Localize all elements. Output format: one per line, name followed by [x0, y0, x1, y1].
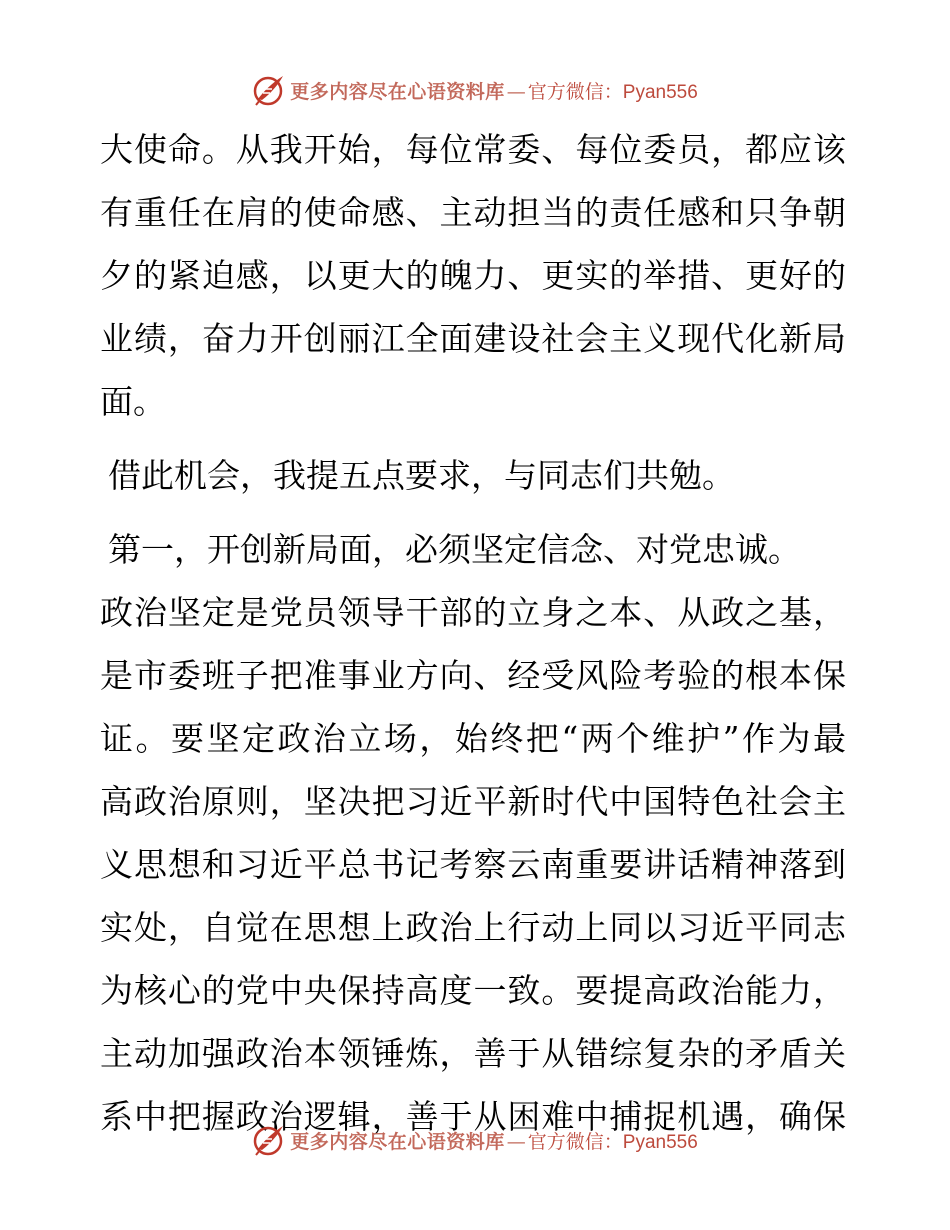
text-line: 是市委班子把准事业方向、经受风险考验的根本保	[100, 656, 846, 695]
text-line: 为核心的党中央保持高度一致。要提高政治能力，	[100, 971, 846, 1010]
watermark-dash: —	[506, 1130, 526, 1153]
footer-watermark-banner	[0, 1120, 950, 1160]
text-line: 义思想和习近平总书记考察云南重要讲话精神落到	[100, 845, 846, 884]
watermark-label: 官方微信	[527, 80, 604, 103]
document-body	[100, 118, 846, 1148]
watermark-text: 更多内容尽在心语资料库	[290, 80, 505, 103]
watermark-colon: ：	[603, 1130, 623, 1153]
paragraph-1	[100, 118, 846, 433]
header-watermark-banner	[0, 70, 950, 110]
text-line: 高政治原则，坚决把习近平新时代中国特色社会主	[100, 782, 846, 821]
text-line: 证。要坚定政治立场，始终把“两个维护”作为最	[100, 719, 846, 758]
paragraph-2: 借此机会，我提五点要求，与同志们共勉。	[108, 456, 735, 495]
text-line: 大使命。从我开始，每位常委、每位委员，都应该	[100, 130, 846, 169]
text-line: 有重任在肩的使命感、主动担当的责任感和只争朝	[100, 193, 846, 232]
paragraph-3	[100, 581, 846, 1148]
text-line: 系中把握政治逻辑，善于从困难中捕捉机遇，确保	[100, 1097, 846, 1136]
watermark-wechat-id: Pyan556	[622, 81, 698, 103]
text-line: 实处，自觉在思想上政治上行动上同以习近平同志	[100, 908, 846, 947]
text-line: 业绩，奋力开创丽江全面建设社会主义现代化新局	[100, 319, 846, 358]
watermark-text: 更多内容尽在心语资料库	[290, 1130, 505, 1153]
watermark-wechat-id: Pyan556	[622, 1131, 698, 1153]
watermark-dash: —	[506, 80, 526, 103]
quill-logo-icon	[252, 1123, 286, 1157]
quill-logo-icon	[252, 73, 286, 107]
watermark-label: 官方微信	[527, 1130, 604, 1153]
text-line: 夕的紧迫感，以更大的魄力、更实的举措、更好的	[100, 256, 846, 295]
text-line: 政治坚定是党员领导干部的立身之本、从政之基，	[100, 593, 846, 632]
text-line: 面。	[100, 382, 166, 421]
watermark-colon: ：	[603, 80, 623, 103]
paragraph-3-heading: 第一，开创新局面，必须坚定信念、对党忠诚。	[108, 530, 801, 569]
text-line: 主动加强政治本领锤炼，善于从错综复杂的矛盾关	[100, 1034, 846, 1073]
